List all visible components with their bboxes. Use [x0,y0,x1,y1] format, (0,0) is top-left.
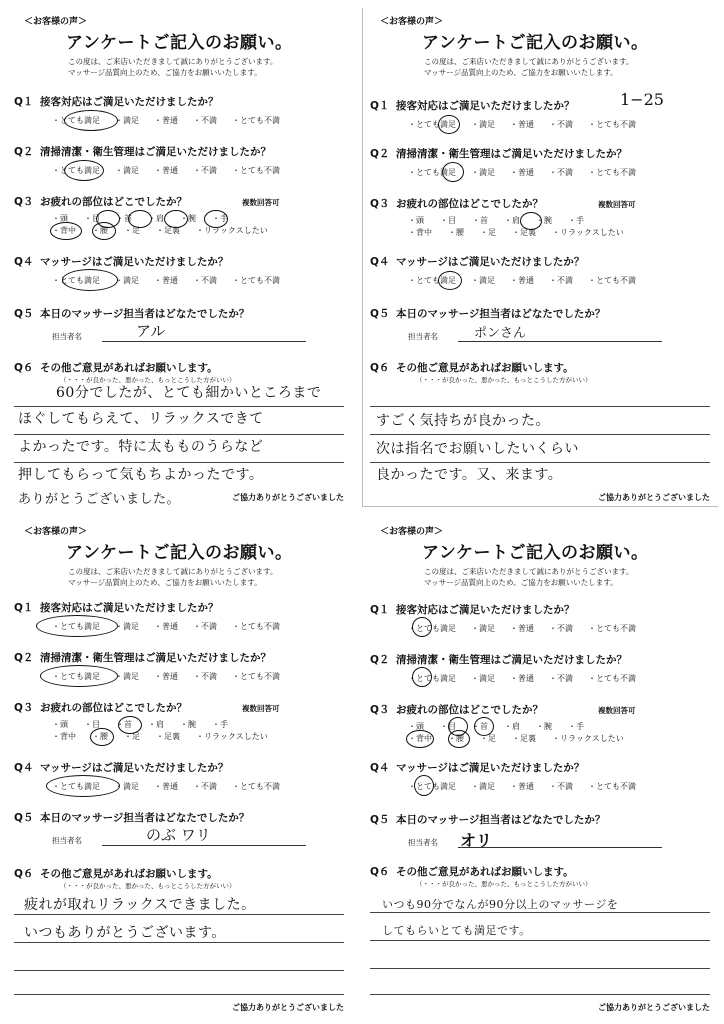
comment-line-text: いつもありがとうございます。 [24,925,226,941]
comment-line [370,994,710,995]
comment-line-text: 良かったです。又、来ます。 [376,467,563,483]
survey-intro: この度は、ご来店いただきまして誠にありがとうございます。 マッサージ品質向上のため、ご協力をお願いいたします。 [68,567,278,587]
q1-options: ・とても満足 ・満足 ・普通 ・不満 ・とても不満 [52,116,280,125]
answer-circle [118,716,142,734]
q4-options: ・とても満足 ・満足 ・普通 ・不満 ・とても不満 [408,782,636,791]
survey-card-4: ＜お客様の声＞ アンケートご記入のお願い。 この度は、ご来店いただきまして誠にありがとうございます。 マッサージ品質向上のため、ご協力をお願いいたします。 Q１ 接客対応はご満足いただけましたか？ ・とても満足 ・満足 ・普通 ・不満 ・とても不満 Q２ 清掃清潔・衛生管理はご満足いただけましたか？ ・とても満足 ・満足 ・普通 ・不満 ・とても不満 Q３ お疲れの部位はどこでしたか？ 複数回答可 ・頭 ・目 ・首 ・肩 ・腕 ・手 ・背中 ・腰 ・足 ・足裏 ・リラックスしたい Q４ マッサージはご満足いただけましたか？ ・とても満足 ・満足 ・普通 ・不満 ・とても不満 Q５ 本日のマッサージ担当者はどなたでしたか？ 担当者名 オリ Q６ その他ご意見があればお願いします。 （・・・が良かった、悪かった、もっとこうした方がいい） いつも90分でなんが90分以上のマッサージを してもらいとても満足です。 ご協力ありがとうございました [362,518,718,1018]
comment-line [370,462,710,463]
comment-line-text: いつも90分でなんが90分以上のマッサージを [382,898,619,911]
comment-line-text: 次は指名でお願いしたいくらい [376,441,579,457]
answer-circle [448,730,470,748]
q2-options: ・とても満足 ・満足 ・普通 ・不満 ・とても不満 [408,168,636,177]
q4-options: ・とても満足 ・満足 ・普通 ・不満 ・とても不満 [408,276,636,285]
staff-name-handwritten: のぶ ワリ [146,826,211,844]
comment-line-text: 押してもらって気もちよかったです。 [18,467,264,483]
staff-line [458,341,662,342]
answer-circle [438,115,460,134]
answer-circle [204,210,228,228]
comment-line [370,968,710,969]
survey-title: アンケートご記入のお願い。 [422,33,649,53]
comment-line [14,406,344,407]
answer-circle [520,212,542,230]
thanks-text: ご協力ありがとうございました [598,1003,710,1012]
comment-line-text: 60分でしたが、とても細かいところまで [56,385,322,401]
staff-line [102,845,306,846]
survey-title: アンケートご記入のお願い。 [66,33,293,53]
answer-circle [40,665,118,687]
answer-circle [64,110,118,131]
q3-parts: ・頭 ・目 ・首 ・肩 ・腕 ・手 ・背中 ・腰 ・足 ・足裏 ・リラックスしたい [52,720,268,741]
answer-circle [406,730,434,748]
comment-line [14,970,344,971]
q1-options: ・とても満足 ・満足 ・普通 ・不満 ・とても不満 [52,622,280,631]
comment-line-text: してもらいとても満足です。 [382,924,531,937]
voice-label: ＜お客様の声＞ [380,527,444,537]
comment-line-text: ほぐしてもらえて、リラックスできて [18,411,264,427]
survey-intro: この度は、ご来店いただきまして誠にありがとうございます。 マッサージ品質向上のため、ご協力をお願いいたします。 [424,567,634,587]
q2-options: ・とても満足 ・満足 ・普通 ・不満 ・とても不満 [52,166,280,175]
q3-parts: ・頭 ・目 ・首 ・肩 ・腕 ・手 ・背中 ・腰 ・足 ・足裏 ・リラックスしたい [408,722,624,743]
survey-card-1: ＜お客様の声＞ アンケートご記入のお願い。 この度は、ご来店いただきまして誠にありがとうございます。 マッサージ品質向上のため、ご協力をお願いいたします。 Q１ 接客対応はご満足いただけましたか？ ・とても満足 ・満足 ・普通 ・不満 ・とても不満 Q２ 清掃清潔・衛生管理はご満足いただけましたか？ ・とても満足 ・満足 ・普通 ・不満 ・とても不満 Q３ お疲れの部位はどこでしたか？ 複数回答可 ・頭 ・目 ・首 ・肩 ・腕 ・手 ・背中 ・腰 ・足 ・足裏 ・リラックスしたい Q４ マッサージはご満足いただけましたか？ ・とても満足 ・満足 ・普通 ・不満 ・とても不満 Q５ 本日のマッサージ担当者はどなたでしたか？ 担当者名 アル Q６ その他ご意見があればお願いします。 （・・・が良かった、悪かった、もっとこうした方がいい） 60分でしたが、とても細かいところまで ほぐしてもらえて、リラックスできて よかったです。特に太もものうらなど 押してもらって気もちよかったです。 ありがとうございました。 ご協力ありがとうございました [6,8,352,506]
handwritten-date: 1−25 [620,90,664,109]
thanks-text: ご協力ありがとうございました [232,493,344,502]
q1-options: ・とても満足 ・満足 ・普通 ・不満 ・とても不満 [408,120,636,129]
answer-circle [164,210,188,228]
comment-line-text: ありがとうございました。 [18,492,181,506]
comment-line [370,406,710,407]
answer-circle [128,210,152,228]
voice-label: ＜お客様の声＞ [380,17,444,27]
comment-line [14,942,344,943]
answer-circle [62,269,118,291]
q3-parts: ・頭 ・目 ・首 ・肩 ・腕 ・手 ・背中 ・腰 ・足 ・足裏 ・リラックスしたい [408,216,624,237]
answer-circle [412,617,432,637]
answer-circle [50,222,82,240]
staff-name-handwritten: アル [136,322,166,340]
staff-name-handwritten: オリ [460,831,493,850]
survey-intro: この度は、ご来店いただきまして誠にありがとうございます。 マッサージ品質向上のため、ご協力をお願いいたします。 [68,57,278,77]
q2-options: ・とても満足 ・満足 ・普通 ・不満 ・とても不満 [408,674,636,683]
comment-line [370,434,710,435]
q1-options: ・とても満足 ・満足 ・普通 ・不満 ・とても不満 [408,624,636,633]
thanks-text: ご協力ありがとうございました [598,493,710,502]
q4-options: ・とても満足 ・満足 ・普通 ・不満 ・とても不満 [52,276,280,285]
survey-intro: この度は、ご来店いただきまして誠にありがとうございます。 マッサージ品質向上のため、ご協力をお願いいたします。 [424,57,634,77]
survey-card-3: ＜お客様の声＞ アンケートご記入のお願い。 この度は、ご来店いただきまして誠にありがとうございます。 マッサージ品質向上のため、ご協力をお願いいたします。 Q１ 接客対応はご満足いただけましたか？ ・とても満足 ・満足 ・普通 ・不満 ・とても不満 Q２ 清掃清潔・衛生管理はご満足いただけましたか？ ・とても満足 ・満足 ・普通 ・不満 ・とても不満 Q３ お疲れの部位はどこでしたか？ 複数回答可 ・頭 ・目 ・首 ・肩 ・腕 ・手 ・背中 ・腰 ・足 ・足裏 ・リラックスしたい Q４ マッサージはご満足いただけましたか？ ・とても満足 ・満足 ・普通 ・不満 ・とても不満 Q５ 本日のマッサージ担当者はどなたでしたか？ 担当者名 のぶ ワリ Q６ その他ご意見があればお願いします。 （・・・が良かった、悪かった、もっとこうした方がいい） 疲れが取れリラックスできました。 いつもありがとうございます。 ご協力ありがとうございました [6,518,352,1018]
comment-line [370,912,710,913]
comment-line-text: すごく気持ちが良かった。 [376,413,550,429]
comment-line [14,994,344,995]
q3-parts: ・頭 ・目 ・首 ・肩 ・腕 ・手 ・背中 ・腰 ・足 ・足裏 ・リラックスしたい [52,214,268,235]
answer-circle [438,271,462,290]
comment-line-text: よかったです。特に太もものうらなど [18,439,264,455]
q2-options: ・とても満足 ・満足 ・普通 ・不満 ・とても不満 [52,672,280,681]
voice-label: ＜お客様の声＞ [24,17,88,27]
thanks-text: ご協力ありがとうございました [232,1003,344,1012]
answer-circle [90,728,114,746]
comment-line [14,434,344,435]
staff-line [102,341,306,342]
answer-circle [46,775,120,797]
answer-circle [442,162,464,182]
answer-circle [412,667,432,687]
comment-line [14,914,344,915]
q4-options: ・とても満足 ・満足 ・普通 ・不満 ・とても不満 [52,782,280,791]
answer-circle [36,615,118,637]
survey-title: アンケートご記入のお願い。 [422,543,649,563]
answer-circle [474,717,494,736]
answer-circle [414,775,434,796]
comment-line [370,940,710,941]
comment-line-text: 疲れが取れリラックスできました。 [24,897,256,913]
survey-title: アンケートご記入のお願い。 [66,543,293,563]
answer-circle [64,160,104,181]
staff-name-handwritten: ポンさん [474,326,527,341]
voice-label: ＜お客様の声＞ [24,527,88,537]
survey-card-2: ＜お客様の声＞ アンケートご記入のお願い。 この度は、ご来店いただきまして誠にありがとうございます。 マッサージ品質向上のため、ご協力をお願いいたします。 1−25 Q１ 接客対応はご満足いただけましたか？ ・とても満足 ・満足 ・普通 ・不満 ・とても不満 Q２ 清掃清潔・衛生管理はご満足いただけましたか？ ・とても満足 ・満足 ・普通 ・不満 ・とても不満 Q３ お疲れの部位はどこでしたか？ 複数回答可 ・頭 ・目 ・首 ・肩 ・腕 ・手 ・背中 ・腰 ・足 ・足裏 ・リラックスしたい Q４ マッサージはご満足いただけましたか？ ・とても満足 ・満足 ・普通 ・不満 ・とても不満 Q５ 本日のマッサージ担当者はどなたでしたか？ 担当者名 ポンさん Q６ その他ご意見があればお願いします。 （・・・が良かった、悪かった、もっとこうした方がいい） すごく気持ちが良かった。 次は指名でお願いしたいくらい 良かったです。又、来ます。 ご協力ありがとうございました [362,8,718,507]
comment-line [14,462,344,463]
answer-circle [92,222,116,240]
